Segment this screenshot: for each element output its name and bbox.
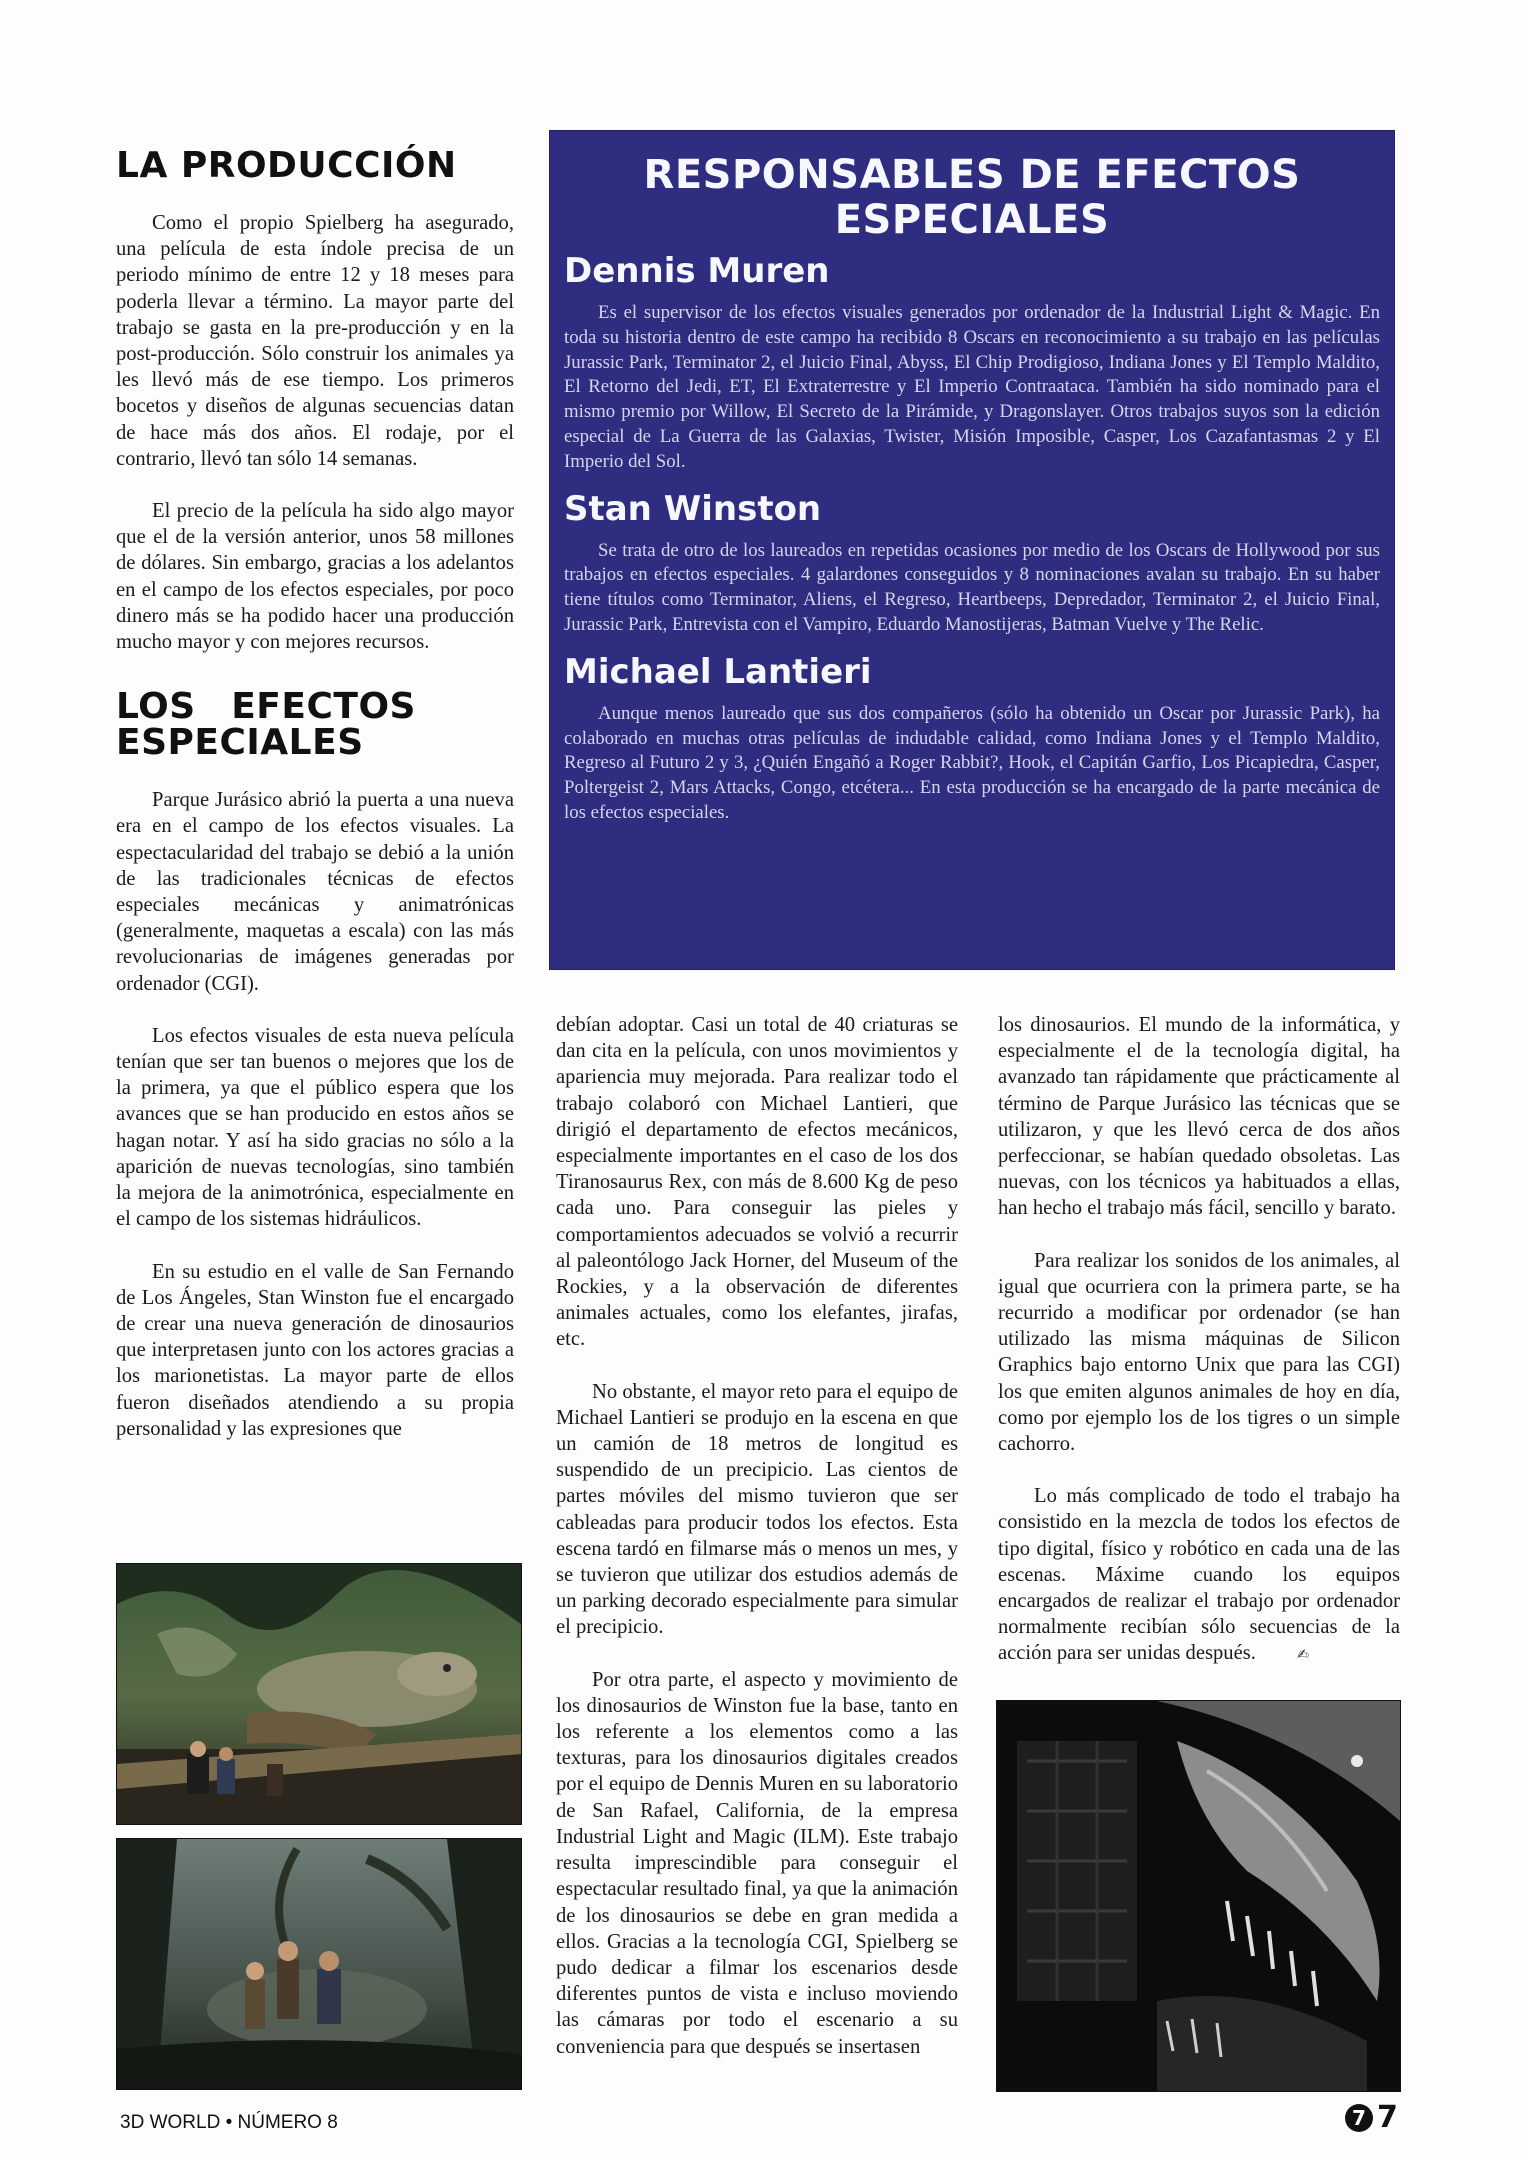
footer-publication: 3D WORLD • NÚMERO 8 — [120, 2112, 338, 2133]
heading-effects: LOS EFECTOS ESPECIALES — [116, 686, 416, 764]
photo-dinosaur-jungle-image — [117, 1564, 521, 1824]
photo-people-running — [116, 1838, 522, 2090]
heading-production: LA PRODUCCIÓN — [116, 145, 457, 186]
middle-paragraph-2: No obstante, el mayor reto para el equipo de Michael Lantieri se produjo en la escena en que un camión de 18 metros de longitud es suspendido de un precipicio. Las cientos de partes móviles del mismo tuvieron que ser cableadas para producir todos los efectos. Esta escena tardó en filmarse más o menos un mes, y se tuvieron que utilizar dos estudios además de un parking decorado especialmente para simular el precipicio. — [556, 1380, 958, 1639]
page-number — [1345, 2100, 1405, 2140]
end-mark-icon: ✍ — [1297, 1647, 1309, 1664]
person-bio-stan-winston: Se trata de otro de los laureados en repetidas ocasiones por medio de los Oscars de Hollywood por sus trabajos en efectos especiales. 4 galardones conseguidos y 8 nominaciones avalan su trabajo. En su haber tiene títulos como Terminator, Aliens, el Regreso, Heartbeeps, Depredador, Terminator 2, el Juicio Final, Jurassic Park, Entrevista con el Vampiro, Eduardo Manostijeras, Batman Vuelve y The Relic. — [564, 539, 1380, 635]
right-paragraph-3-text: Lo más complicado de todo el trabajo ha consistido en la mezcla de todos los efectos de tipo digital, físico y robótico en cada una de las escenas. Máxime cuando los equipos encargados de realizar el trabajo por ordenador normalmente recibían sólo secuencias de la acción para ser unidas después. — [998, 1485, 1400, 1665]
right-paragraph-3 — [998, 1483, 1400, 1668]
photo-dinosaur-closeup — [996, 1700, 1401, 2092]
middle-paragraph-1: debían adoptar. Casi un total de 40 criaturas se dan cita en la película, con unos movimientos y apariencia muy mejorada. Para realizar todo el trabajo colaboró con Michael Lantieri, que dirigió el departamento de efectos mecánicos, especialmente importantes en el caso de los dos Tiranosaurus Rex, con más de 8.600 Kg de peso cada uno. Para conseguir las pieles y comportamientos adecuados se volvió a recurrir al paleontólogo Jack Horner, del Museum of the Rockies, y a la observación de diferentes animales actuales, como los elefantes, jirafas, etc. — [556, 1014, 958, 1351]
special-effects-sidebar — [549, 130, 1395, 970]
person-name-michael-lantieri: Michael Lantieri — [564, 651, 872, 692]
photo-dinosaur-closeup-image — [997, 1701, 1400, 2091]
page-number-digit: 7 — [1377, 2100, 1398, 2135]
middle-column — [556, 1012, 958, 2060]
middle-paragraph-3: Por otra parte, el aspecto y movimiento de los dinosaurios de Winston fue la base, tanto en los referente a los elementos como a las texturas, para los dinosaurios digitales creados por el equipo de Dennis Muren en su laboratorio de San Rafael, California, de la empresa Industrial Light and Magic (ILM). Este trabajo resulta imprescindible para conseguir el espectacular resultado final, ya que la animación de los dinosaurios se debe en gran medida a ellos. Gracias a la tecnología CGI, Spielberg se pudo dedicar a filmar los escenarios desde diferentes puntos de vista e incluso moviendo las cámaras por todo el escenario a su conveniencia para que después se insertasen — [556, 1668, 958, 2058]
effects-paragraph-3: En su estudio en el valle de San Fernando de Los Ángeles, Stan Winston fue el encargado de crear una nueva generación de dinosaurios que interpretasen junto con los actores gracias a los marionetistas. La mayor parte de ellos fueron diseñados atendiendo a su propia personalidad y las expresiones que — [116, 1260, 514, 1440]
left-column — [116, 145, 514, 1442]
photo-people-running-image — [117, 1839, 521, 2089]
effects-paragraph-1: Parque Jurásico abrió la puerta a una nueva era en el campo de los efectos visuales. La espectacularidad del trabajo se debió a la unión de las tradicionales técnicas de efectos especiales mecánicas y animatrónicas (generalmente, maquetas a escala) con las más revolucionarias de imágenes generadas por ordenador (CGI). — [116, 789, 514, 995]
right-paragraph-2: Para realizar los sonidos de los animales, al igual que ocurriera con la primera parte, se ha recurrido a modificar por ordenador (se han utilizado las misma máquinas de Silicon Graphics bajo entorno Unix que para las CGI) los que emiten algunos animales de hoy en día, como por ejemplo los de los tigres o un simple cachorro. — [998, 1249, 1400, 1456]
person-bio-michael-lantieri: Aunque menos laureado que sus dos compañeros (sólo ha obtenido un Oscar por Jurassic Park), ha colaborado en muchas otras películas de indudable calidad, como Indiana Jones y el Templo Maldito, Regreso al Futuro 2 y 3, ¿Quién Engañó a Roger Rabbit?, Hook, el Capitán Garfio, Los Picapiedra, Casper, Poltergeist 2, Mars Attacks, Congo, etcétera... En esta producción se ha encargado de la parte mecánica de los efectos especiales. — [564, 702, 1380, 823]
person-name-dennis-muren: Dennis Muren — [564, 251, 830, 291]
effects-paragraph-2: Los efectos visuales de esta nueva película tenían que ser tan buenos o mejores que los de la primera, ya que el público espera que los avances que se han producido en estos años se hagan notar. Y así ha sido gracias no sólo a la aparición de nuevas tecnologías, sino también la mejora de la animotrónica, especialmente en el campo de los sistemas hidráulicos. — [116, 1024, 514, 1231]
sidebar-title: RESPONSABLES DE EFECTOS ESPECIALES — [643, 152, 1301, 243]
photo-dinosaur-jungle — [116, 1563, 522, 1825]
page-number-circle: 7 — [1345, 2104, 1373, 2132]
production-paragraph-2: El precio de la película ha sido algo mayor que el de la versión anterior, unos 58 millones de dólares. Sin embargo, gracias a los adelantos en el campo de los efectos especiales, por poco dinero más se ha podido hacer una producción mucho mayor y con mejores recursos. — [116, 500, 514, 654]
person-bio-dennis-muren: Es el supervisor de los efectos visuales generados por ordenador de la Industrial Light & Magic. En toda su historia dentro de este campo ha recibido 8 Oscars en reconocimiento a su trabajo en las películas Jurassic Park, Terminator 2, el Juicio Final, Abyss, El Chip Prodigioso, Indiana Jones y El Templo Maldito, El Retorno del Jedi, ET, El Extraterrestre y El Imperio Contraataca. También ha sido nominado para el mismo premio por Willow, El Secreto de la Pirámide, y Dragonslayer. Otros trabajos suyos son la edición especial de La Guerra de las Galaxias, Twister, Misión Imposible, Casper, Los Cazafantasmas 2 y El Imperio del Sol. — [564, 302, 1380, 472]
production-paragraph-1: Como el propio Spielberg ha asegurado, una película de esta índole precisa de un periodo mínimo de entre 12 y 18 meses para poderla llevar a término. La mayor parte del trabajo se gasta en la pre-producción y en la post-producción. Sólo construir los animales ya les llevó más de ese tiempo. Los primeros bocetos y diseños de algunas secuencias datan de hace más dos años. El rodaje, por el contrario, llevó tan sólo 14 semanas. — [116, 212, 514, 470]
right-paragraph-1: los dinosaurios. El mundo de la informática, y especialmente el de la tecnología digital, ha avanzado tan rápidamente que prácticamente al término de Parque Jurásico las técnicas que se utilizaron, y que les llevó cerca de dos años perfeccionar, se habían quedado obsoletas. Las nuevas, con los técnicos ya habituados a ellas, han hecho el trabajo más fácil, sencillo y barato. — [998, 1014, 1400, 1220]
person-name-stan-winston: Stan Winston — [564, 488, 822, 529]
right-column — [998, 1012, 1400, 1669]
